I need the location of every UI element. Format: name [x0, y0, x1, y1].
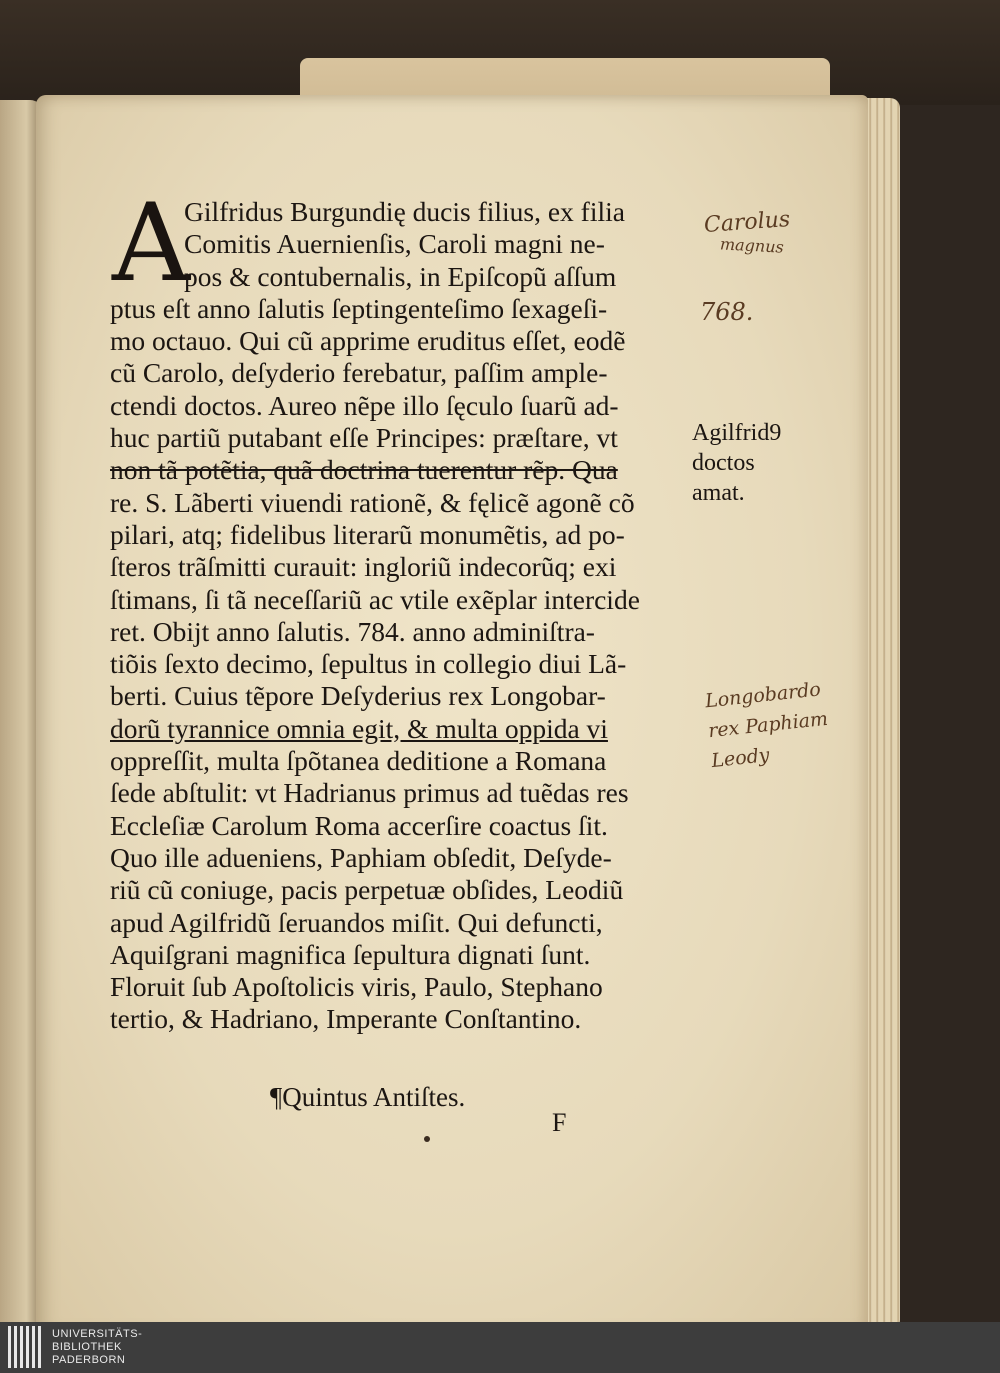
- text-line: cũ Carolo, deſyderio ferebatur, paſſim ample-: [110, 357, 608, 389]
- library-name-line: PADERBORN: [52, 1354, 126, 1366]
- text-line: Quo ille adueniens, Paphiam obſedit, Deſyde-: [110, 841, 612, 873]
- signature-mark: F: [552, 1108, 567, 1137]
- margin-note-line: doctos: [692, 450, 755, 476]
- printed-margin-note: [692, 418, 781, 508]
- text-line: pos & contubernalis, in Epiſcopũ aſſum: [184, 260, 617, 292]
- text-line: berti. Cuius tẽpore Deſyderius rex Longobar-: [110, 680, 606, 712]
- handwritten-note-year: 768.: [700, 298, 754, 326]
- main-text: [110, 181, 690, 1036]
- text-line: ptus eſt anno ſalutis ſeptingenteſimo ſexageſi-: [110, 292, 608, 324]
- library-name-line: BIBLIOTHEK: [52, 1341, 122, 1353]
- text-line: Aquiſgrani magnifica ſepultura dignati ſunt.: [110, 938, 591, 970]
- margin-note-line: amat.: [692, 480, 745, 506]
- text-line: pilari, atq; fidelibus literarũ monumẽtis, ad po-: [110, 518, 625, 550]
- text-line: huc partiũ putabant eſſe Principes: præſtare, vt: [110, 422, 618, 454]
- text-line: dorũ tyrannice omnia egit, & multa oppida vi: [110, 712, 608, 744]
- handwritten-line: Leody: [710, 744, 771, 773]
- text-line: tiõis ſexto decimo, ſepultus in collegio diui Lã-: [110, 648, 627, 680]
- margin-note-line: Agilfrid9: [692, 420, 782, 446]
- text-line: riũ cũ coniuge, pacis perpetuæ obſides, Leodiũ: [110, 874, 624, 906]
- handwritten-note-magnus: magnus: [719, 234, 785, 257]
- handwritten-note-carolus: Carolus: [703, 207, 791, 238]
- section-heading: ¶Quintus Antiſtes.: [270, 1082, 466, 1112]
- text-line: Eccleſiæ Carolum Roma accerſire coactus ſit.: [110, 809, 608, 841]
- text-line: Gilfridus Burgundię ducis filius, ex filia: [184, 196, 625, 227]
- library-footer: [0, 1322, 1000, 1373]
- library-logo-icon: [8, 1326, 44, 1368]
- text-line: ſede abſtulit: vt Hadrianus primus ad tuẽdas res: [110, 777, 629, 809]
- text-line: apud Agilfridũ ſeruandos miſit. Qui defuncti,: [110, 906, 603, 938]
- handwritten-line: Longobardo: [704, 678, 822, 713]
- text-line: ſtimans, ſi tã neceſſariũ ac vtile exẽplar intercide: [110, 583, 640, 615]
- text-line: ſteros trãſmitti curauit: ingloriũ indecorũq; exi: [110, 551, 617, 583]
- text-line: tertio, & Hadriano, Imperante Conſtantino.: [110, 1003, 582, 1035]
- library-name: [52, 1328, 142, 1367]
- ink-dot: [424, 1136, 430, 1142]
- text-line: Floruit ſub Apoſtolicis viris, Paulo, Stephano: [110, 971, 603, 1003]
- text-line: ctendi doctos. Aureo nẽpe illo ſęculo ſuarũ ad-: [110, 389, 619, 421]
- handwritten-line: rex Paphiam: [707, 707, 829, 743]
- drop-cap: A: [112, 181, 190, 306]
- text-line: oppreſſit, multa ſpõtanea deditione a Romana: [110, 745, 607, 777]
- text-line: Comitis Auernienſis, Caroli magni ne-: [184, 228, 605, 260]
- text-line: non tã potẽtia, quã doctrina tuerentur rẽp. Qua: [110, 454, 618, 486]
- handwritten-note-longobardi: [704, 674, 833, 776]
- text-line: mo octauo. Qui cũ apprime eruditus eſſet, eodẽ: [110, 325, 626, 357]
- library-name-line: UNIVERSITÄTS-: [52, 1328, 143, 1340]
- text-line: re. S. Lãberti viuendi rationẽ, & fęlicẽ agonẽ cõ: [110, 486, 635, 518]
- text-line: ret. Obijt anno ſalutis. 784. anno adminiſtra-: [110, 615, 595, 647]
